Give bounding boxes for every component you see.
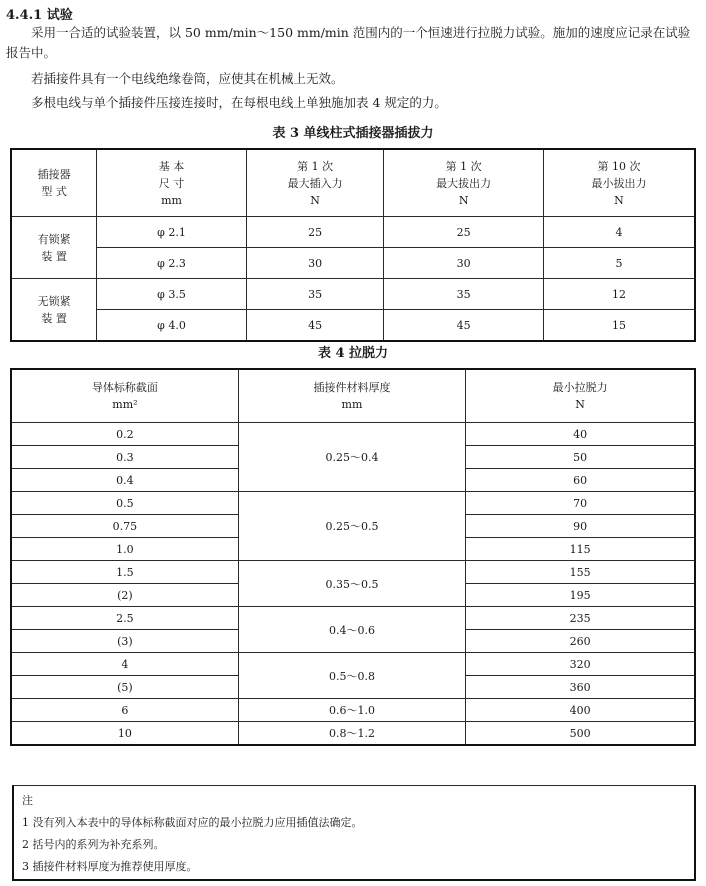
section-cell: (5) xyxy=(11,676,238,699)
table-row xyxy=(11,561,695,584)
table3-caption: 表 3 单线柱式插接器插拔力 xyxy=(272,126,434,141)
connector-type-locking xyxy=(11,217,97,279)
pull1-force-cell: 25 xyxy=(384,217,544,248)
force-cell: 320 xyxy=(466,653,695,676)
pull1-force-cell: 35 xyxy=(384,279,544,310)
header-line: 第 1 次 xyxy=(445,159,482,173)
table-row xyxy=(11,217,695,248)
header-line: 最大插入力 xyxy=(287,176,343,190)
header-unit: N xyxy=(575,398,585,411)
pull10-force-cell: 12 xyxy=(543,279,695,310)
notes-title: 注 xyxy=(22,794,33,807)
table4-caption: 表 4 拉脱力 xyxy=(317,346,389,361)
table4-header-force xyxy=(466,369,695,423)
pull10-force-cell: 4 xyxy=(543,217,695,248)
header-line: 最大拔出力 xyxy=(436,176,492,190)
header-unit: mm² xyxy=(112,398,138,411)
force-cell: 360 xyxy=(466,676,695,699)
header-line: 插接器 xyxy=(37,168,71,181)
force-cell: 70 xyxy=(466,492,695,515)
table-row xyxy=(11,722,695,746)
force-cell: 235 xyxy=(466,607,695,630)
header-line: 最小拉脱力 xyxy=(552,381,608,394)
force-cell: 50 xyxy=(466,446,695,469)
table4-header-row xyxy=(11,369,695,423)
size-cell: φ 4.0 xyxy=(97,310,247,342)
table4-notes xyxy=(12,785,696,881)
header-line: 基 本 xyxy=(158,159,185,173)
section-cell: 6 xyxy=(11,699,238,722)
thickness-cell: 0.4～0.6 xyxy=(238,607,465,653)
pull10-force-cell: 15 xyxy=(543,310,695,342)
size-cell: φ 2.1 xyxy=(97,217,247,248)
header-line: 型 式 xyxy=(41,185,67,198)
table3-header-pull10 xyxy=(543,149,695,217)
table3-header-pull1 xyxy=(384,149,544,217)
table-row xyxy=(11,423,695,446)
table-row xyxy=(11,310,695,342)
section-cell: 1.0 xyxy=(11,538,238,561)
table-row xyxy=(11,279,695,310)
section-cell: 2.5 xyxy=(11,607,238,630)
thickness-cell: 0.5～0.8 xyxy=(238,653,465,699)
thickness-cell: 0.35～0.5 xyxy=(238,561,465,607)
force-cell: 115 xyxy=(466,538,695,561)
header-line: 尺 寸 xyxy=(158,176,185,190)
header-unit: N xyxy=(614,193,624,207)
section-cell: 4 xyxy=(11,653,238,676)
pull1-force-cell: 30 xyxy=(384,248,544,279)
note-item: 3 插接件材料厚度为推荐使用厚度。 xyxy=(22,860,198,873)
section-cell: 0.4 xyxy=(11,469,238,492)
force-cell: 155 xyxy=(466,561,695,584)
size-cell: φ 3.5 xyxy=(97,279,247,310)
header-line: 第 1 次 xyxy=(297,159,334,173)
pull10-force-cell: 5 xyxy=(543,248,695,279)
force-cell: 195 xyxy=(466,584,695,607)
table3-insertion-withdrawal-force xyxy=(10,148,696,342)
force-cell: 60 xyxy=(466,469,695,492)
section-cell: (2) xyxy=(11,584,238,607)
section-cell: 1.5 xyxy=(11,561,238,584)
force-cell: 500 xyxy=(466,722,695,746)
force-cell: 260 xyxy=(466,630,695,653)
table-row xyxy=(11,607,695,630)
section-cell: 10 xyxy=(11,722,238,746)
insert-force-cell: 30 xyxy=(246,248,384,279)
thickness-cell: 0.8～1.2 xyxy=(238,722,465,746)
section-cell: (3) xyxy=(11,630,238,653)
table3-header-type xyxy=(11,149,97,217)
force-cell: 90 xyxy=(466,515,695,538)
section-cell: 0.5 xyxy=(11,492,238,515)
force-cell: 40 xyxy=(466,423,695,446)
paragraph-test-speed: 采用一合适的试验装置，以 50 mm/min～150 mm/min 范围内的一个恒速进行拉脱力试验。施加的速度应记录在试验报告中。 xyxy=(6,25,691,60)
header-unit: N xyxy=(310,193,320,207)
insert-force-cell: 35 xyxy=(246,279,384,310)
section-cell: 0.75 xyxy=(11,515,238,538)
table-row xyxy=(11,699,695,722)
note-item: 1 没有列入本表中的导体标称截面对应的最小拉脱力应用插值法确定。 xyxy=(22,816,363,829)
header-line: 第 10 次 xyxy=(597,159,641,173)
header-unit: mm xyxy=(161,193,182,207)
type-line: 无锁紧 xyxy=(37,294,71,308)
section-cell: 0.3 xyxy=(11,446,238,469)
table-row xyxy=(11,492,695,515)
table-row xyxy=(11,653,695,676)
paragraph-insulation-barrel: 若插接件具有一个电线绝缘卷筒，应使其在机械上无效。 xyxy=(31,71,344,86)
table4-pull-off-force xyxy=(10,368,696,746)
thickness-cell: 0.6～1.0 xyxy=(238,699,465,722)
table3-header-insert xyxy=(246,149,384,217)
insert-force-cell: 25 xyxy=(246,217,384,248)
header-line: 导体标称截面 xyxy=(91,381,158,394)
size-cell: φ 2.3 xyxy=(97,248,247,279)
header-unit: mm xyxy=(341,398,363,411)
table4-header-thickness xyxy=(238,369,465,423)
paragraph-multi-wire: 多根电线与单个插接件压接连接时，在每根电线上单独施加表 4 规定的力。 xyxy=(31,95,447,110)
section-heading: 4.4.1 试验 xyxy=(6,8,73,23)
header-line: 最小拔出力 xyxy=(591,176,647,190)
table4-header-section xyxy=(11,369,238,423)
header-unit: N xyxy=(458,193,469,207)
section-cell: 0.2 xyxy=(11,423,238,446)
type-line: 装 置 xyxy=(41,249,67,263)
force-cell: 400 xyxy=(466,699,695,722)
connector-type-nonlocking xyxy=(11,279,97,342)
table3-header-row xyxy=(11,149,695,217)
type-line: 有锁紧 xyxy=(37,232,71,246)
note-item: 2 括号内的系列为补充系列。 xyxy=(22,838,165,851)
table3-header-size xyxy=(97,149,247,217)
insert-force-cell: 45 xyxy=(246,310,384,342)
type-line: 装 置 xyxy=(41,311,67,325)
thickness-cell: 0.25～0.5 xyxy=(238,492,465,561)
table-row xyxy=(11,248,695,279)
thickness-cell: 0.25～0.4 xyxy=(238,423,465,492)
pull1-force-cell: 45 xyxy=(384,310,544,342)
header-line: 插接件材料厚度 xyxy=(313,381,391,394)
